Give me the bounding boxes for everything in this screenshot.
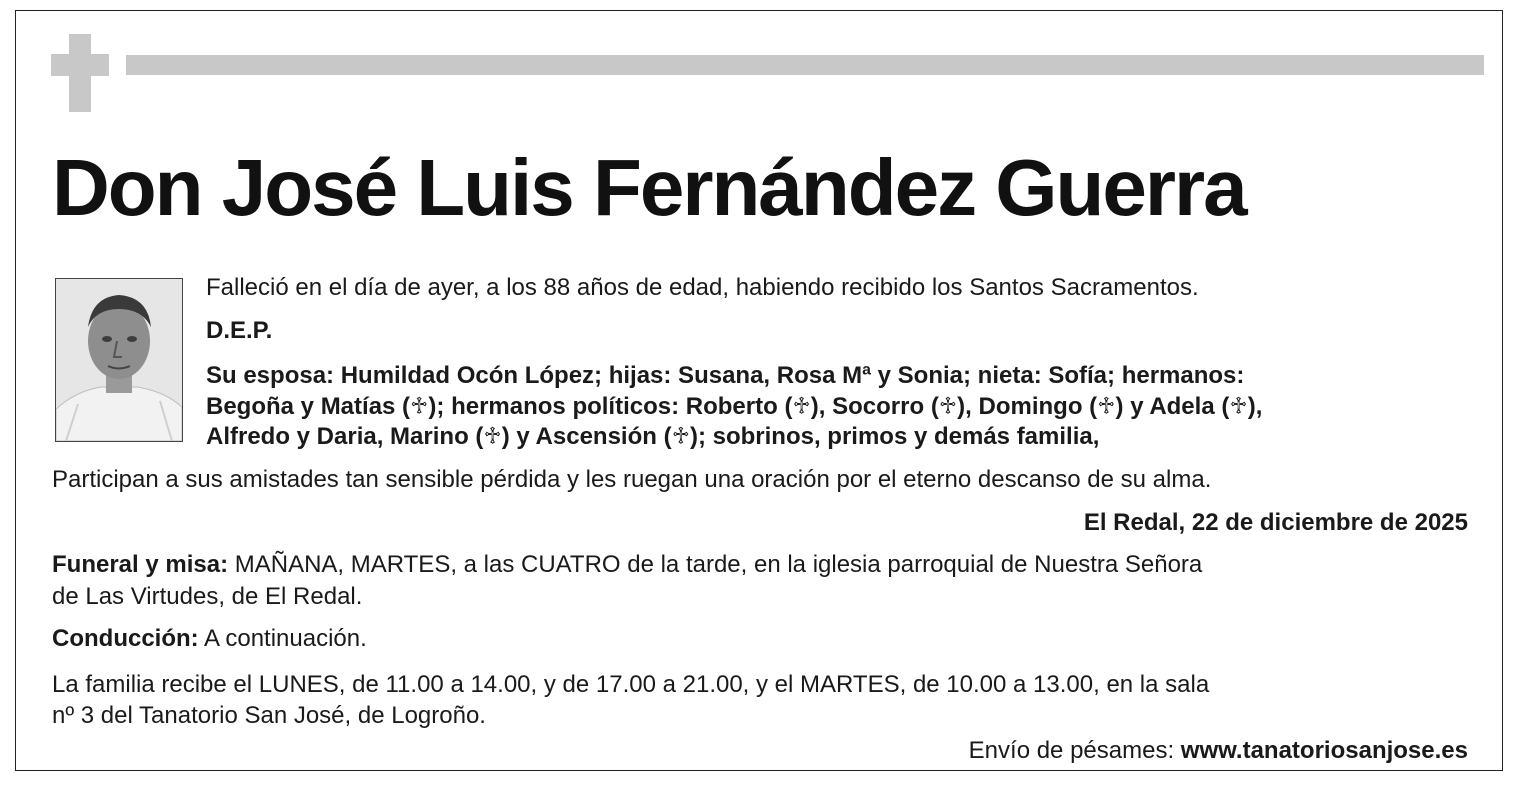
dep-text: D.E.P.	[206, 317, 273, 344]
header-rule	[126, 55, 1484, 75]
funeral-line-1	[52, 550, 1202, 580]
family-line-1: Su esposa: Humildad Ocón López; hijas: Susana, Rosa Mª y Sonia; nieta: Sofía; hermanos:	[206, 362, 1245, 389]
website-link[interactable]: www.tanatoriosanjose.es	[1180, 737, 1468, 764]
visiting-line-2: nº 3 del Tanatorio San José, de Logroño.	[52, 702, 486, 729]
family-line-2: Begoña y Matías (♱); hermanos políticos: Roberto (♱), Socorro (♱), Domingo (♱) y Adela (♱),	[206, 393, 1263, 420]
conduccion-line	[52, 624, 367, 654]
conduccion-text: A continuación.	[198, 625, 367, 652]
funeral-label: Funeral y misa:	[52, 551, 229, 578]
participation-text: Participan a sus amistades tan sensible pérdida y les ruegan una oración por el eterno descanso de su alma.	[52, 466, 1212, 493]
condolences-label: Envío de pésames:	[968, 737, 1181, 764]
family-line-3: Alfredo y Daria, Marino (♱) y Ascensión (♱); sobrinos, primos y demás familia,	[206, 423, 1100, 450]
conduccion-label: Conducción:	[52, 625, 199, 652]
visiting-line-1: La familia recibe el LUNES, de 11.00 a 14.00, y de 17.00 a 21.00, y el MARTES, de 10.00 a 13.00, en la sala	[52, 671, 1210, 698]
place-date: El Redal, 22 de diciembre de 2025	[1083, 509, 1468, 536]
portrait-photo	[55, 278, 183, 442]
deceased-name: Don José Luis Fernández Guerra	[52, 143, 1246, 232]
funeral-line-2: de Las Virtudes, de El Redal.	[52, 583, 363, 610]
cross-icon	[51, 34, 109, 112]
condolences-line	[969, 736, 1468, 766]
announcement-text: Falleció en el día de ayer, a los 88 años de edad, habiendo recibido los Santos Sacramentos.	[206, 274, 1199, 301]
funeral-text: MAÑANA, MARTES, a las CUATRO de la tarde, en la iglesia parroquial de Nuestra Señora	[228, 551, 1203, 578]
